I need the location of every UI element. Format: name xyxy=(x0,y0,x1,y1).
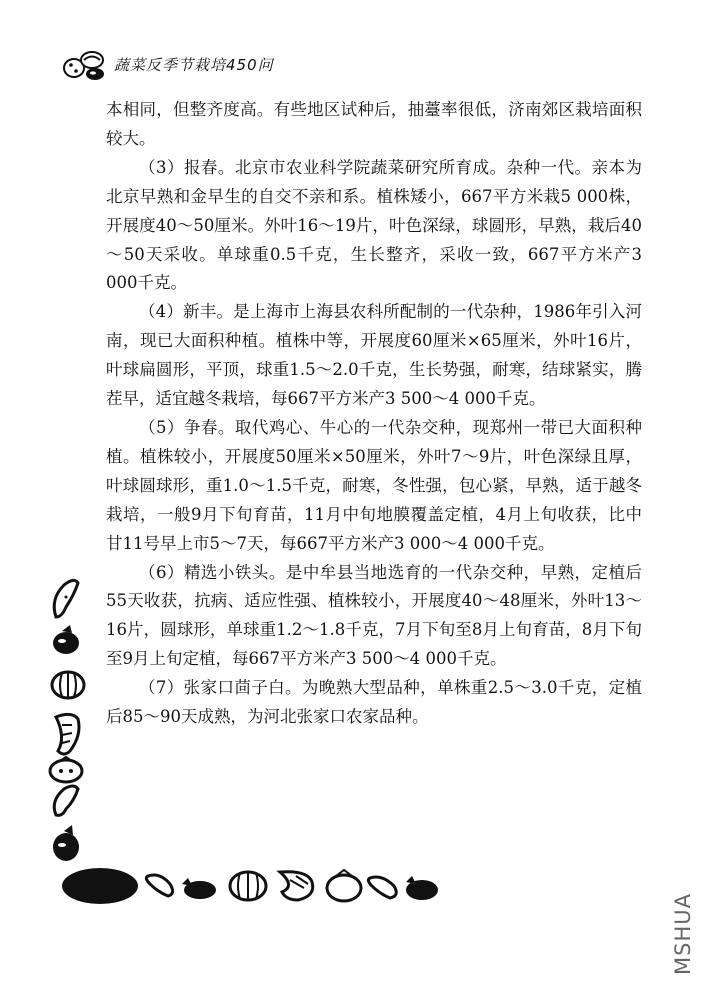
eggplant-icon xyxy=(406,876,438,900)
paragraph-continuation: 本相同，但整齐度高。有些地区试种后，抽薹率很低，济南郊区栽培面积较大。 xyxy=(106,100,642,148)
eggplant-icon xyxy=(53,625,79,654)
tomato-icon xyxy=(50,757,82,782)
paragraph-jingxuan-xiaotietou: （6）精选小铁头。是中牟县当地选育的一代杂交种，早熟，定植后55天收获，抗病、适应性强、植株较小，开展度40～48厘米，外叶13～16片，圆球形，单球重1.2～1.8千克，7月下旬至8月上旬育苗，8月下旬至9月上旬定植，每667平方米产3 500～4 000千克。 xyxy=(106,562,642,669)
pumpkin-icon xyxy=(52,672,84,698)
header-title: 蔬菜反季节栽培450问 xyxy=(114,55,274,74)
bottom-vegetable-border xyxy=(60,862,440,908)
blob-icon xyxy=(62,868,138,904)
vegetable-logo-icon xyxy=(62,44,108,84)
cucumber-icon xyxy=(54,580,78,617)
tomato-icon xyxy=(327,870,361,901)
running-header xyxy=(62,44,274,84)
eggplant-icon xyxy=(182,878,216,899)
paragraph-baochun: （3）报春。北京市农业科学院蔬菜研究所育成。杂种一代。亲本为北京早熟和金早生的自交不亲和系。植株矮小，667平方米栽5 000株，开展度40～50厘米。外叶16～19片，叶色深绿，球圆形，早熟，栽后40～50天采收。单球重0.5千克，生长整齐，采收一致，667平方米产3 000千克。 xyxy=(106,157,642,293)
pepper-icon xyxy=(56,714,79,754)
cucumber-icon xyxy=(146,875,172,896)
paragraph-zhengchun: （5）争春。取代鸡心、牛心的一代杂交种，现郑州一带已大面积种植。植株较小，开展度50厘米×50厘米，外叶7～9片，叶色深绿且厚，叶球圆球形，重1.0～1.5千克，耐寒，冬性强，包心紧，早熟，适于越冬栽培，一般9月下旬育苗，11月中旬地膜覆盖定植，4月上旬收获，比中甘11号早上市5～7天，每667平方米产3 000～4 000千克。 xyxy=(106,417,642,553)
cucumber-icon xyxy=(368,877,396,898)
cucumber-icon xyxy=(54,786,78,815)
watermark xyxy=(668,880,698,988)
pumpkin-icon xyxy=(230,872,266,900)
side-vegetable-border xyxy=(42,575,92,875)
paragraph-xinfeng: （4）新丰。是上海市上海县农科所配制的一代杂种，1986年引入河南，现已大面积种植。植株中等，开展度60厘米×65厘米，外叶16片，叶球扁圆形，平顶，球重1.5～2.0千克，生长势强，耐寒，结球紧实，腾茬早，适宜越冬栽培，每667平方米产3 500～4 000千克。 xyxy=(106,302,642,409)
watermark-text: MSHUA xyxy=(671,893,696,975)
eggplant-icon xyxy=(53,825,79,861)
body-text xyxy=(106,96,642,732)
pepper-icon xyxy=(280,872,313,900)
paragraph-zhangjiakou: （7）张家口茴子白。为晚熟大型品种，单株重2.5～3.0千克，定植后85～90天成熟，为河北张家口农家品种。 xyxy=(106,678,642,727)
